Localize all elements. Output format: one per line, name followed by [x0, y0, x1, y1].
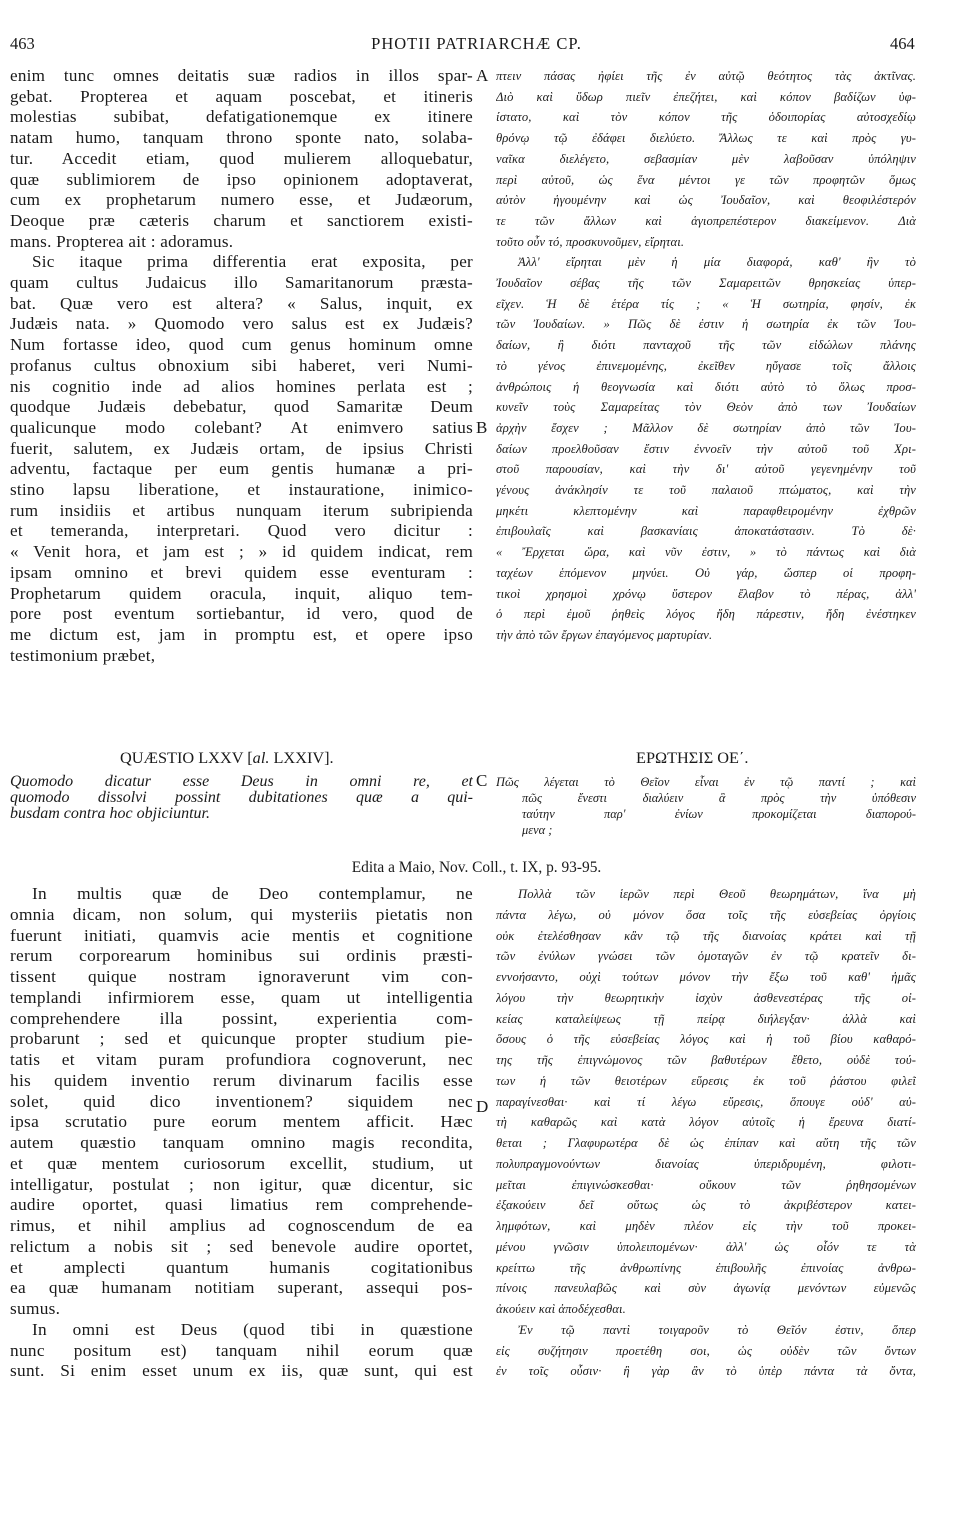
text-line: rimus, et nihil amplius ad cognoscendum de ea [10, 1216, 473, 1235]
text-line: ίστατο, καὶ τὸν κόπον τῆς ὁδοιπορίας αὐτοσχεδίῳ [496, 110, 916, 125]
text-line: λόγου τὴν θεωρητικὴν ἰσχὺν ἀσθενεστέρας τῆς οἰ- [496, 990, 916, 1005]
text-line: λημφότων, καὶ μηδὲν πλέον εἰς τὴν τοῦ προκει- [496, 1219, 916, 1233]
page-number-right: 464 [890, 34, 915, 53]
text-line: εῖχεν. Ἡ δὲ ἑτέρα τίς ; « Ἡ σωτηρία, φησίν, ἐκ [496, 296, 916, 311]
text-line: quam cultus Judaicus illo Samaritanorum præsta- [10, 273, 473, 293]
page-number-left: 463 [10, 34, 35, 53]
text-line: κρείττω τῆς ἀνθρωπίνης ἐπιβουλῆς ἐπινοίας ἀνθρω- [496, 1260, 916, 1275]
text-line: probarunt ; sed et quicunque propter studium pie- [10, 1029, 473, 1049]
text-line: τοῦτο οὖν τό, προσκυνοῦμεν, εἴρηται. [496, 234, 685, 249]
text-line: ὅσους ὁ τῆς εὐσεβείας λόγος καὶ ἡ τοῦ βίου καθαρό- [496, 1032, 916, 1047]
text-line: Ἰουδαῖον σέβας τῆς τῶν Σαμαρειτῶν θρησκείας ὑπερ- [496, 276, 916, 291]
text-line: πῶς ἔνεστι διαλύειν ἃ πρὸς τὴν ὑπόθεσιν [522, 791, 916, 805]
greek-column-top [496, 66, 916, 646]
text-line: cum ex prophetarum numero esse, et Judæorum, [10, 190, 473, 210]
text-line: omnia dicam, non solum, qui mysteriis pietatis non [10, 904, 473, 924]
text-line: ταύτην παρ' ἐνίων προκομίζεται διαπορού- [522, 807, 916, 821]
text-line: templandi infirmiorem esse, quam ut intelligentia [10, 987, 473, 1007]
text-line: ἐπιβουλαῖς καὶ βασκανίαις ἀποκατάστασιν. Τὸ δὲ· [496, 524, 916, 539]
text-line: et quæ mentem curiosorum excellit, studium, ut [10, 1153, 473, 1173]
text-line: ταχέων ἑπόμενον μηνύει. Οὐ γάρ, ὥσπερ οἱ προφη- [496, 565, 916, 580]
text-line: qualicunque modo colebant? At enimvero satius [10, 417, 473, 437]
text-line: stino lapsu liberatione, et instauratione, inimico- [10, 480, 473, 500]
text-line: quæ sublimiorem de ipso opinionem adoptaverat, [10, 169, 473, 189]
text-line: molestias subibat, defatigationemque ex itinere [10, 107, 473, 127]
question-heading-greek: ΕΡΩΤΗΣΙΣ ΟΕ΄. [636, 748, 749, 767]
text-line: solet, quid dico inventionem? siquidem nec [10, 1091, 473, 1111]
text-line: In multis quæ de Deo contemplamur, ne [32, 884, 473, 903]
text-line: μενα ; [522, 823, 553, 837]
text-line: παραγίνεσθαι· καὶ τί λέγω εὕρεσις, ὅπουγε οὐδ' αὐ- [496, 1094, 916, 1109]
text-line: δαίων προελθοῦσαν ἔστιν ἐννοεῖν τὴν αὐτοῦ τοῦ Χρι- [496, 441, 916, 456]
text-line: « Venit hora, et jam est ; » id quidem indicat, rem [10, 542, 473, 562]
question-heading-latin-text: QUÆSTIO LXXV [ [120, 748, 253, 767]
text-line: ἐξακούειν δεῖ οὕτως ὡς τὸ ἀκριβέστερον κατει- [496, 1198, 916, 1213]
text-line: ἀρχὴν ἔσχεν ; Μᾶλλον δὲ σωτηρίαν ἀπὸ τῶν Ἰου- [496, 420, 916, 435]
text-line: ipsa scrutatio pure eorum mentem afficit. Hæc [10, 1112, 473, 1132]
text-line: et amplecti quantum humanis cogitationibus [10, 1257, 473, 1277]
text-line: fuerit, salutem, ex Judæis ortam, de ipsius Christi [10, 438, 473, 458]
text-line: εἰς συζήτησιν προετέθη σοι, ὡς οὐδὲν τῶν ὄντων [496, 1343, 916, 1358]
text-line: αὐτὸν ἡγουμένην καὶ ὡς Ἰουδαῖον, καὶ θεοφιλέστερόν [496, 193, 916, 208]
text-line: τὸ γένος ἐπινεμομένης, ἐκεῖθεν ηὔγασε τοῖς ἄλλοις [496, 358, 916, 373]
text-line: ἐν τοῖς οὖσιν· ἢ γὰρ ἂν τὸ ὑπὲρ πάντα τὰ ὄντα, [496, 1364, 916, 1379]
text-line: πολυπραγμονούντων διανοίας ὑπεριδρυμένη, φιλοτι- [496, 1156, 916, 1171]
text-line: nis cognitio inde ad alios homines perlata est ; [10, 376, 473, 396]
text-line: Deoque præ cæteris charum et sanctiorem existi- [10, 210, 473, 230]
text-line: fuerunt initiati, quamvis acie mentis et cognitione [10, 925, 473, 945]
text-line: pore post eventum sortiebantur, id vero, quod de [10, 604, 473, 624]
text-line: intelligatur, postulat ; non igitur, quæ dicentur, sic [10, 1174, 473, 1194]
text-line: bat. Quæ vero est altera? « Salus, inquit, ex [10, 293, 473, 313]
text-line: ἀνθρώποις ἡ θεογνωσία καὶ διότι αὐτὸ τὸ ὅλως προσ- [496, 379, 916, 394]
text-line: relictum a nobis sit ; sed benevole audire oportet, [10, 1236, 473, 1256]
text-line: ea quæ humanam notitiam superant, assequi pos- [10, 1278, 473, 1298]
margin-marker-a: A [476, 66, 489, 85]
running-title: PHOTII PATRIARCHÆ CP. [371, 34, 582, 53]
text-line: πίνοις πανευλαβῶς καὶ σὺν ἀγωνίᾳ μενόντων εὐμενῶς [496, 1281, 916, 1296]
text-line: Quomodo dicatur esse Deus in omni re, et [10, 774, 473, 790]
text-line: μεῖται ἐπιγινώσκεσθαι· οὔκουν τῶν ῥηθησομένων [496, 1177, 916, 1192]
text-line: Ἀλλ' εἴρηται μὲν ἡ μία διαφορά, καθ' ἣν τὸ [518, 255, 916, 270]
text-line: εννοήσαντο, οὐχὶ τούτων μόνον τὴν ἔξω τοῦ καθ' ἡμᾶς [496, 970, 916, 984]
text-line: rum insidiis et artibus nunquam iterum subripienda [10, 500, 473, 520]
text-line: sunt. Si enim esset unum ex iis, quæ sunt, qui est [10, 1361, 473, 1381]
text-line: testimonium præbet, [10, 645, 156, 665]
text-line: tur. Accedit etiam, quod mulierem alloquebatur, [10, 148, 473, 168]
text-line: autem quæstio tanquam omnino magis recondita, [10, 1133, 473, 1152]
text-line: περὶ αὐτοῦ, ὡς ἕνα μέντοι γε τῶν προφητῶν ὅμως [496, 172, 916, 187]
text-line: τε τῶν ἄλλων καὶ ἁγιοπρεπέστερον διακείμενον. Διὰ [496, 213, 916, 228]
text-line: στοῦ παρουσίαν, καὶ τὴν δι' αὐτοῦ γεγενημένην τοῦ [496, 462, 916, 477]
text-line: κείας καταλείψεως τῇ πείρᾳ διήλεγξαν· ἀλλὰ καὶ [496, 1011, 916, 1026]
text-line: gebat. Propterea et aquam poscebat, et itineris [10, 86, 473, 106]
latin-column-bottom [10, 884, 473, 1382]
text-line: ὁ περὶ ἐμοῦ ῥηθεὶς λόγος ἤδη πάρεστιν, ἤδη ἐνέστηκεν [496, 607, 916, 622]
text-line: κυνεῖν τοὺς Σαμαρείτας τὸν Θεὸν ἀπὸ των Ἰουδαίων [496, 400, 916, 415]
text-line: quodque Judæis debebatur, quod Samaritæ Deum [10, 397, 473, 417]
text-line: Prophetarum quidem oracula, inquit, aliquo tem- [10, 583, 473, 603]
text-line: τὴν ἀπὸ τῶν ἔργων ἐπαγόμενος μαρτυρίαν. [496, 627, 713, 642]
text-line: et temeranda, interpretari. Quod vero dicitur : [10, 521, 473, 541]
text-line: τικοὶ χρησμοὶ χρόνῳ ὕστερον ἔλαβον τὸ πέρας, ἀλλ' [496, 586, 916, 601]
text-line: mans. Propterea ait : adoramus. [10, 231, 234, 251]
text-line: οὐκ ἐτελέσθησαν κἂν τῷ τῆς διανοίας κράτει καὶ τῇ [496, 928, 916, 943]
text-line: rerum corporearum hominibus sui ordinis præsti- [10, 946, 473, 966]
edition-note: Edita a Maio, Nov. Coll., t. IX, p. 93-95. [351, 859, 602, 876]
text-line: audire oportet, quasi limatius rem comprehende- [10, 1195, 473, 1215]
text-line: busdam contra hoc objiciuntur. [10, 806, 210, 822]
text-line: τῶν Ἰουδαίων. » Πῶς δὲ ἐστιν ἡ σωτηρία ἐκ τῶν Ἰου- [496, 317, 916, 332]
text-line: πτειν πάσας ἠφίει τῆς ἐν αὐτῷ θεότητος τὰς ἀκτῖνας. [496, 69, 916, 83]
text-line: Ἐν τῷ παντὶ τοιγαροῦν τὸ Θεῖόν ἐστιν, ὅπερ [518, 1322, 916, 1337]
text-line: ἀκούειν καὶ ἀποδέχεσθαι. [496, 1302, 626, 1316]
text-line: tatis et vitam puram profundiora cognoverunt, nec [10, 1050, 473, 1069]
text-line: tissent quique nostram ignoraverunt vim con- [10, 967, 473, 986]
text-line: μηκέτι κλεπτομένην καὶ παραφθειρομένην ἐχθρῶν [496, 503, 916, 518]
text-line: μένου γνῶσιν ὑπολειπομένων· ἀλλ' ὡς οἷόν τε τὰ [496, 1239, 916, 1254]
question-heading-latin [120, 748, 334, 768]
text-line: comprehendere illa possint, experientia com- [10, 1008, 473, 1028]
question-subject-latin [10, 774, 473, 822]
question-heading-latin-alt: al. [252, 748, 270, 767]
text-line: « Ἔρχεται ὥρα, καὶ νῦν ἐστιν, » τὸ πάντως καὶ διὰ [496, 545, 916, 560]
text-line: τὴ καθαρῶς καὶ κατὰ λόγον αὐτοῖς ἡ ἔρευνα διατί- [496, 1115, 916, 1130]
text-line: Πολλὰ τῶν ἱερῶν περὶ Θεοῦ θεωρημάτων, ἵνα μὴ [518, 887, 916, 901]
text-line: adventu, factaque per eum gentis humanæ a pri- [10, 459, 473, 479]
text-line: Πῶς λέγεται τὸ Θεῖον εἶναι ἐν τῷ παντί ; καὶ [496, 775, 916, 789]
question-subject-greek [496, 774, 916, 838]
text-line: γένους ἀνάκλησίν τε τοῦ παλαιοῦ πτώματος, καὶ τὴν [496, 483, 916, 498]
text-line: nunc positum est) tanquam nihil eorum quæ [10, 1340, 473, 1360]
text-line: natam humo, tanquam throno sponte nato, solaba- [10, 128, 473, 148]
text-line: enim tunc omnes deitatis suæ radios in illos spar- [10, 66, 473, 85]
text-line: sumus. [10, 1299, 61, 1318]
text-line: Num fortasse ideo, quod cum genus hominum omne [10, 335, 473, 355]
margin-marker-d: D [476, 1097, 489, 1116]
text-line: θρόνῳ τῷ ἐδάφει διελύετο. Ἄλλως τε καὶ πρὸς γυ- [496, 131, 916, 146]
text-line: Sic itaque prima differentia erat exposita, per [32, 252, 473, 272]
text-line: των ἡ τῶν θειοτέρων εὕρεσις ἐκ τοῦ ῥάστου φιλεῖ [496, 1073, 916, 1088]
margin-marker-c: C [476, 771, 488, 790]
text-line: τῶν ἐνύλων γνώσει τῶν ὁμοταγῶν ἐν τῷ κρατεῖν δι- [496, 949, 916, 964]
text-line: ναῖκα διελέγετο, σεβασμίαν μὲν λαβοῦσαν ὑπόληψιν [496, 151, 916, 166]
text-line: his quidem inventio rerum divinarum facilis esse [10, 1070, 473, 1090]
text-line: profanus cultus obnoxium sibi haberet, veri Numi- [10, 355, 473, 375]
text-line: Judæis nata. » Quomodo vero salus est ex Judæis? [10, 314, 473, 334]
margin-marker-b: B [476, 418, 488, 437]
text-line: me dictum est, jam in promptu est, et opere ipso [10, 624, 473, 644]
text-line: quomodo dissolvi possint dubitationes quæ a qui- [10, 790, 473, 806]
greek-column-bottom [496, 884, 916, 1382]
text-line: Διὸ καὶ ὕδωρ πιεῖν ἐπεζήτει, καὶ κόπον βαδίζων ὑφ- [496, 89, 916, 104]
text-line: πάντα λέγω, οὐ μόνον ὅσα τοῖς τῆς εὐσεβείας ὀργίοις [496, 907, 916, 922]
text-line: In omni est Deus (quod tibi in quæstione [32, 1319, 473, 1339]
text-line: δαίων, ἢ διότι πανταχοῦ τῆς τῶν εἰδώλων πλάνης [496, 338, 916, 353]
text-line: της τῆς ἐπιγνώμονος τῶν βαθυτέρων ἔθετο, οὐδὲ τού- [496, 1053, 916, 1067]
latin-column-top [10, 66, 473, 666]
question-heading-latin-number: LXXIV]. [269, 748, 334, 767]
text-line: ipsam omnino et brevi quidem esse eventuram : [10, 562, 473, 582]
text-line: θεται ; Γλαφυρωτέρα δὲ ὡς ἐπίπαν καὶ αὕτη τῆς τῶν [496, 1136, 916, 1150]
